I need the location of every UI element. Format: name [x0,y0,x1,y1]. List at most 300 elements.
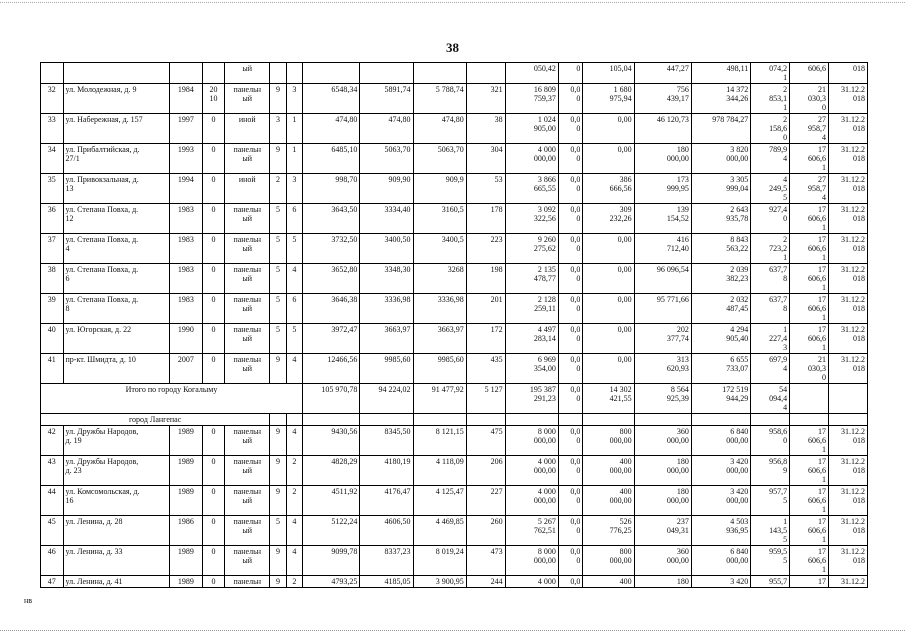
table-cell: 0 [202,426,225,456]
table-cell: 4828,29 [303,456,360,486]
table-cell [286,63,302,84]
table-cell: 3160,5 [413,204,466,234]
table-cell: 47 [41,576,64,588]
total-label: Итого по городу Когалыму [41,384,303,414]
table-cell: 473 [466,546,505,576]
table-cell: 33 [41,114,64,144]
table-cell: 0,00 [583,294,634,324]
table-cell: 4 249,5 5 [751,174,790,204]
table-cell: 0 [202,456,225,486]
table-cell: 4 125,47 [413,486,466,516]
table-cell: ул. Ленина, д. 41 [63,576,169,588]
scan-edge-bottom [0,630,905,633]
table-cell: 3 420 [691,576,750,588]
table-cell: 637,7 8 [751,264,790,294]
table-cell: 0 [202,294,225,324]
table-cell: 4 294 905,40 [691,324,750,354]
table-cell: 8 000 000,00 [505,426,558,456]
table-cell: 0,0 0 [558,486,583,516]
table-cell: 4 [286,426,302,456]
table-cell: 0 [202,114,225,144]
total-cell: 8 564 925,39 [634,384,691,414]
table-cell: панельн ый [225,486,270,516]
table-row [41,144,868,174]
table-cell: 909,9 [413,174,466,204]
table-cell: панельн ый [225,204,270,234]
table-cell: 0,0 0 [558,294,583,324]
table-cell: 789,9 4 [751,144,790,174]
table-cell: 304 [466,144,505,174]
table-cell: ый [225,63,270,84]
table-cell: 3334,40 [360,204,413,234]
table-cell: 4511,92 [303,486,360,516]
table-cell: 5 [270,324,286,354]
table-cell: 4176,47 [360,486,413,516]
table-cell: 416 712,40 [634,234,691,264]
table-cell: 9099,78 [303,546,360,576]
table-cell: 3 [286,84,302,114]
table-cell: панельн ый [225,264,270,294]
table-cell: 0 [202,486,225,516]
table-cell: 2007 [169,354,202,384]
table-cell: панельн ый [225,516,270,546]
total-cell: 91 477,92 [413,384,466,414]
table-cell: 5122,24 [303,516,360,546]
table-row [41,516,868,546]
table-cell: 0,0 0 [558,234,583,264]
table-cell: 400 [583,576,634,588]
table-cell: 9 [270,426,286,456]
table-cell: 0 [202,576,225,588]
table-cell: 31.12.2 018 [829,204,868,234]
table-cell: 9 [270,576,286,588]
table-cell: 9430,56 [303,426,360,456]
table-cell [360,63,413,84]
table-cell: 42 [41,426,64,456]
total-cell: 5 127 [466,384,505,414]
table-cell: 5891,74 [360,84,413,114]
table-cell: 474,80 [360,114,413,144]
table-cell: 4 118,09 [413,456,466,486]
table-cell: 800 000,00 [583,546,634,576]
table-cell [41,63,64,84]
table-cell: 4185,05 [360,576,413,588]
table-cell: 2 723,2 1 [751,234,790,264]
table-cell: 0 [202,144,225,174]
table-row [41,456,868,486]
table-cell: ул. Степана Повха, д. 8 [63,294,169,324]
table-cell: 927,4 0 [751,204,790,234]
table-cell: ул. Молодежная, д. 9 [63,84,169,114]
table-cell: 17 606,6 1 [790,324,829,354]
table-cell: 998,70 [303,174,360,204]
table-cell: 1994 [169,174,202,204]
table-cell: 14 372 344,26 [691,84,750,114]
table-cell: 5 267 762,51 [505,516,558,546]
table-cell: 5063,70 [360,144,413,174]
total-row [41,384,868,414]
scan-edge-top [0,2,905,4]
table-cell: 4 503 936,95 [691,516,750,546]
table-cell [270,63,286,84]
table-cell: 35 [41,174,64,204]
total-cell: 54 094,4 4 [751,384,790,414]
table-cell: 2 [286,456,302,486]
table-cell: 16 809 759,37 [505,84,558,114]
table-cell: 498,11 [691,63,750,84]
table-cell: 1993 [169,144,202,174]
table-cell: 474,80 [303,114,360,144]
table-cell: 38 [41,264,64,294]
table-cell: 27 958,7 4 [790,114,829,144]
table-cell: ул. Ленина, д. 33 [63,546,169,576]
table-cell: 5 [270,204,286,234]
empty-cell [303,414,360,426]
empty-cell [634,414,691,426]
table-row [41,576,868,588]
table-cell: 2 032 487,45 [691,294,750,324]
table-cell: 3400,5 [413,234,466,264]
table-cell: иной [225,174,270,204]
table-cell: 3 900,95 [413,576,466,588]
table-cell: 227 [466,486,505,516]
total-cell [829,384,868,414]
table-cell: 3 [270,114,286,144]
empty-cell [466,414,505,426]
table-cell: 3 820 000,00 [691,144,750,174]
table-cell: 39 [41,294,64,324]
table-cell: 4 000 [505,576,558,588]
table-row [41,294,868,324]
table-cell: 3652,80 [303,264,360,294]
table-cell: иной [225,114,270,144]
empty-cell [360,414,413,426]
table-cell: 9 [270,354,286,384]
total-cell: 105 970,78 [303,384,360,414]
total-cell [790,384,829,414]
table-cell: 4 497 283,14 [505,324,558,354]
table-cell: панельн ый [225,84,270,114]
table-cell: 8 843 563,22 [691,234,750,264]
empty-cell [790,414,829,426]
table-cell [413,63,466,84]
table-cell: 6485,10 [303,144,360,174]
table-cell: 447,27 [634,63,691,84]
table-cell: 475 [466,426,505,456]
table-cell: 206 [466,456,505,486]
table-cell: 1989 [169,546,202,576]
table-cell: 4793,25 [303,576,360,588]
table-cell: 958,6 0 [751,426,790,456]
page-number: 38 [446,40,459,55]
table-cell: 1 143,5 5 [751,516,790,546]
table-cell: 198 [466,264,505,294]
table-cell: 3400,50 [360,234,413,264]
table-cell: 5063,70 [413,144,466,174]
table-cell: 5 [270,234,286,264]
table-cell: 3348,30 [360,264,413,294]
table-cell: 3643,50 [303,204,360,234]
table-cell: панельн ый [225,426,270,456]
table-cell: 8 019,24 [413,546,466,576]
table-cell: 34 [41,144,64,174]
empty-cell [751,414,790,426]
table-cell: 4 [286,354,302,384]
table-cell: 957,7 5 [751,486,790,516]
table-cell: 31.12.2 018 [829,144,868,174]
table-cell: 178 [466,204,505,234]
table-cell: 31.12.2 018 [829,516,868,546]
table-cell: 9 [270,144,286,174]
table-cell: 0 [202,234,225,264]
table-cell: 2 039 382,23 [691,264,750,294]
empty-cell [583,414,634,426]
table-cell: 360 000,00 [634,546,691,576]
table-cell: 3646,38 [303,294,360,324]
table-cell: 4 [286,546,302,576]
table-cell: 27 958,7 4 [790,174,829,204]
table-cell [169,63,202,84]
table-cell: 31.12.2 018 [829,354,868,384]
table-cell: 31.12.2 [829,576,868,588]
table-cell: 0,0 0 [558,354,583,384]
table-cell: 400 000,00 [583,486,634,516]
table-cell: 180 [634,576,691,588]
table-cell [202,63,225,84]
table-cell: 0,00 [583,144,634,174]
table-cell: 21 030,3 0 [790,84,829,114]
table-cell: 17 606,6 1 [790,546,829,576]
table-cell: ул. Комсомольская, д. 16 [63,486,169,516]
table-cell: 31.12.2 018 [829,426,868,456]
table-cell: 0,0 0 [558,84,583,114]
table-cell: 6 840 000,00 [691,426,750,456]
table-cell: 2 643 935,78 [691,204,750,234]
table-cell: 4 000 000,00 [505,486,558,516]
table-cell: 2 158,6 0 [751,114,790,144]
table-cell: 45 [41,516,64,546]
table-cell: 0,0 0 [558,426,583,456]
table-cell: 1 024 905,00 [505,114,558,144]
table-cell: 244 [466,576,505,588]
empty-cell [829,414,868,426]
table-cell: 435 [466,354,505,384]
table-cell: 173 999,95 [634,174,691,204]
table-row [41,204,868,234]
table-cell: 1983 [169,264,202,294]
table-cell: 6 [286,204,302,234]
table-cell: 3 092 322,56 [505,204,558,234]
table-cell: 0,00 [583,264,634,294]
table-cell: 3268 [413,264,466,294]
table-cell: 606,6 [790,63,829,84]
table-cell: ул. Набережная, д. 157 [63,114,169,144]
table-cell: 40 [41,324,64,354]
table-cell: 2 135 478,77 [505,264,558,294]
table-cell: 0 [202,546,225,576]
table-cell: панельн ый [225,294,270,324]
table-cell: 3972,47 [303,324,360,354]
table-cell: 360 000,00 [634,426,691,456]
table-cell: 31.12.2 018 [829,324,868,354]
table-cell: 31.12.2 018 [829,84,868,114]
table-cell: 5 788,74 [413,84,466,114]
table-cell: 3 866 665,55 [505,174,558,204]
table-cell: 9985,60 [413,354,466,384]
table-cell: 3 420 000,00 [691,456,750,486]
table-cell: 309 232,26 [583,204,634,234]
table-cell: 018 [829,63,868,84]
table-row [41,234,868,264]
table-cell [466,63,505,84]
table-cell: панельн ый [225,144,270,174]
table-row [41,546,868,576]
table-cell: 6 655 733,07 [691,354,750,384]
table-cell: 956,8 9 [751,456,790,486]
table-cell: панельн ый [225,456,270,486]
table-cell: 1 227,4 3 [751,324,790,354]
table-cell: 909,90 [360,174,413,204]
table-row [41,486,868,516]
housing-table-wrapper [40,62,868,588]
table-cell: 637,7 8 [751,294,790,324]
table-cell: 17 606,6 1 [790,264,829,294]
table-cell: 3 [286,174,302,204]
table-cell: 31.12.2 018 [829,264,868,294]
table-cell: 2 128 259,11 [505,294,558,324]
footer-mark: нв [24,596,33,605]
table-cell: 0 [202,204,225,234]
table-cell: 0 [202,516,225,546]
table-cell: 321 [466,84,505,114]
table-cell: 526 776,25 [583,516,634,546]
table-cell: 313 620,93 [634,354,691,384]
table-cell: 44 [41,486,64,516]
table-cell: ул. Степана Повха, д. 4 [63,234,169,264]
table-cell: 139 154,52 [634,204,691,234]
table-cell: ул. Привокзальная, д. 13 [63,174,169,204]
table-row [41,426,868,456]
table-cell: 2 [286,486,302,516]
table-cell: 0,00 [583,234,634,264]
table-cell: 0 [202,174,225,204]
table-cell: 180 000,00 [634,456,691,486]
table-cell: 37 [41,234,64,264]
table-cell: 38 [466,114,505,144]
table-cell: 201 [466,294,505,324]
table-cell: 17 606,6 1 [790,456,829,486]
table-cell: 1 [286,144,302,174]
table-cell: 0,0 0 [558,324,583,354]
table-cell: 46 [41,546,64,576]
table-cell: 31.12.2 018 [829,546,868,576]
table-cell: 17 606,6 1 [790,204,829,234]
empty-cell [505,414,558,426]
table-cell: 1989 [169,576,202,588]
table-cell: 4606,50 [360,516,413,546]
table-cell: 32 [41,84,64,114]
table-cell: 17 606,6 1 [790,516,829,546]
table-cell: 6548,34 [303,84,360,114]
table-cell: 3732,50 [303,234,360,264]
table-cell: 260 [466,516,505,546]
table-cell: 95 771,66 [634,294,691,324]
table-cell: 12466,56 [303,354,360,384]
total-cell: 172 519 944,29 [691,384,750,414]
table-cell: 4 [286,264,302,294]
table-cell: 6 840 000,00 [691,546,750,576]
table-cell: 172 [466,324,505,354]
city-header-row [41,414,868,426]
table-cell: 1 680 975,94 [583,84,634,114]
table-cell: 17 606,6 1 [790,144,829,174]
table-cell: ул. Ленина, д. 28 [63,516,169,546]
table-cell: 4 469,85 [413,516,466,546]
table-cell: 8 121,15 [413,426,466,456]
table-cell: 5 [270,264,286,294]
table-cell: 0 [202,354,225,384]
table-cell: 9 [270,456,286,486]
total-cell: 0,0 0 [558,384,583,414]
table-row [41,84,868,114]
table-cell: 0,0 [558,576,583,588]
empty-cell [270,414,286,426]
table-cell: 36 [41,204,64,234]
table-cell: ул. Прибалтийская, д. 27/1 [63,144,169,174]
table-cell: 0,00 [583,324,634,354]
table-cell: ул. Дружбы Народов, д. 23 [63,456,169,486]
table-cell: пр-кт. Шмидта, д. 10 [63,354,169,384]
table-cell: 1990 [169,324,202,354]
table-cell: 5 [286,234,302,264]
table-cell: 9 [270,546,286,576]
table-cell: 31.12.2 018 [829,294,868,324]
table-cell: 43 [41,456,64,486]
table-cell: 400 000,00 [583,456,634,486]
table-cell: 0,0 0 [558,114,583,144]
table-cell: 0,0 0 [558,144,583,174]
table-cell: 3 420 000,00 [691,486,750,516]
table-cell: 180 000,00 [634,144,691,174]
table-cell: 0,00 [583,354,634,384]
table-cell [63,63,169,84]
table-cell: 17 606,6 1 [790,426,829,456]
table-cell: 474,80 [413,114,466,144]
table-cell: 3336,98 [413,294,466,324]
table-cell: 1989 [169,426,202,456]
table-cell: панельн ый [225,234,270,264]
table-cell: 959,5 5 [751,546,790,576]
table-cell: 17 [790,576,829,588]
table-cell: 0,00 [583,114,634,144]
table-cell: 978 784,27 [691,114,750,144]
table-cell: 4 000 000,00 [505,144,558,174]
table-cell: 8 000 000,00 [505,546,558,576]
table-cell: панельн [225,576,270,588]
table-cell: панельн ый [225,354,270,384]
table-cell: 31.12.2 018 [829,174,868,204]
table-cell: 9 [270,486,286,516]
table-cell: 074,2 1 [751,63,790,84]
table-cell: 0,0 0 [558,456,583,486]
table-cell: 0,0 0 [558,516,583,546]
table-cell: 6 [286,294,302,324]
table-body [41,63,868,588]
table-cell: ул. Дружбы Народов, д. 19 [63,426,169,456]
table-cell: 0,0 0 [558,204,583,234]
table-cell: 800 000,00 [583,426,634,456]
table-cell: 2 853,1 1 [751,84,790,114]
